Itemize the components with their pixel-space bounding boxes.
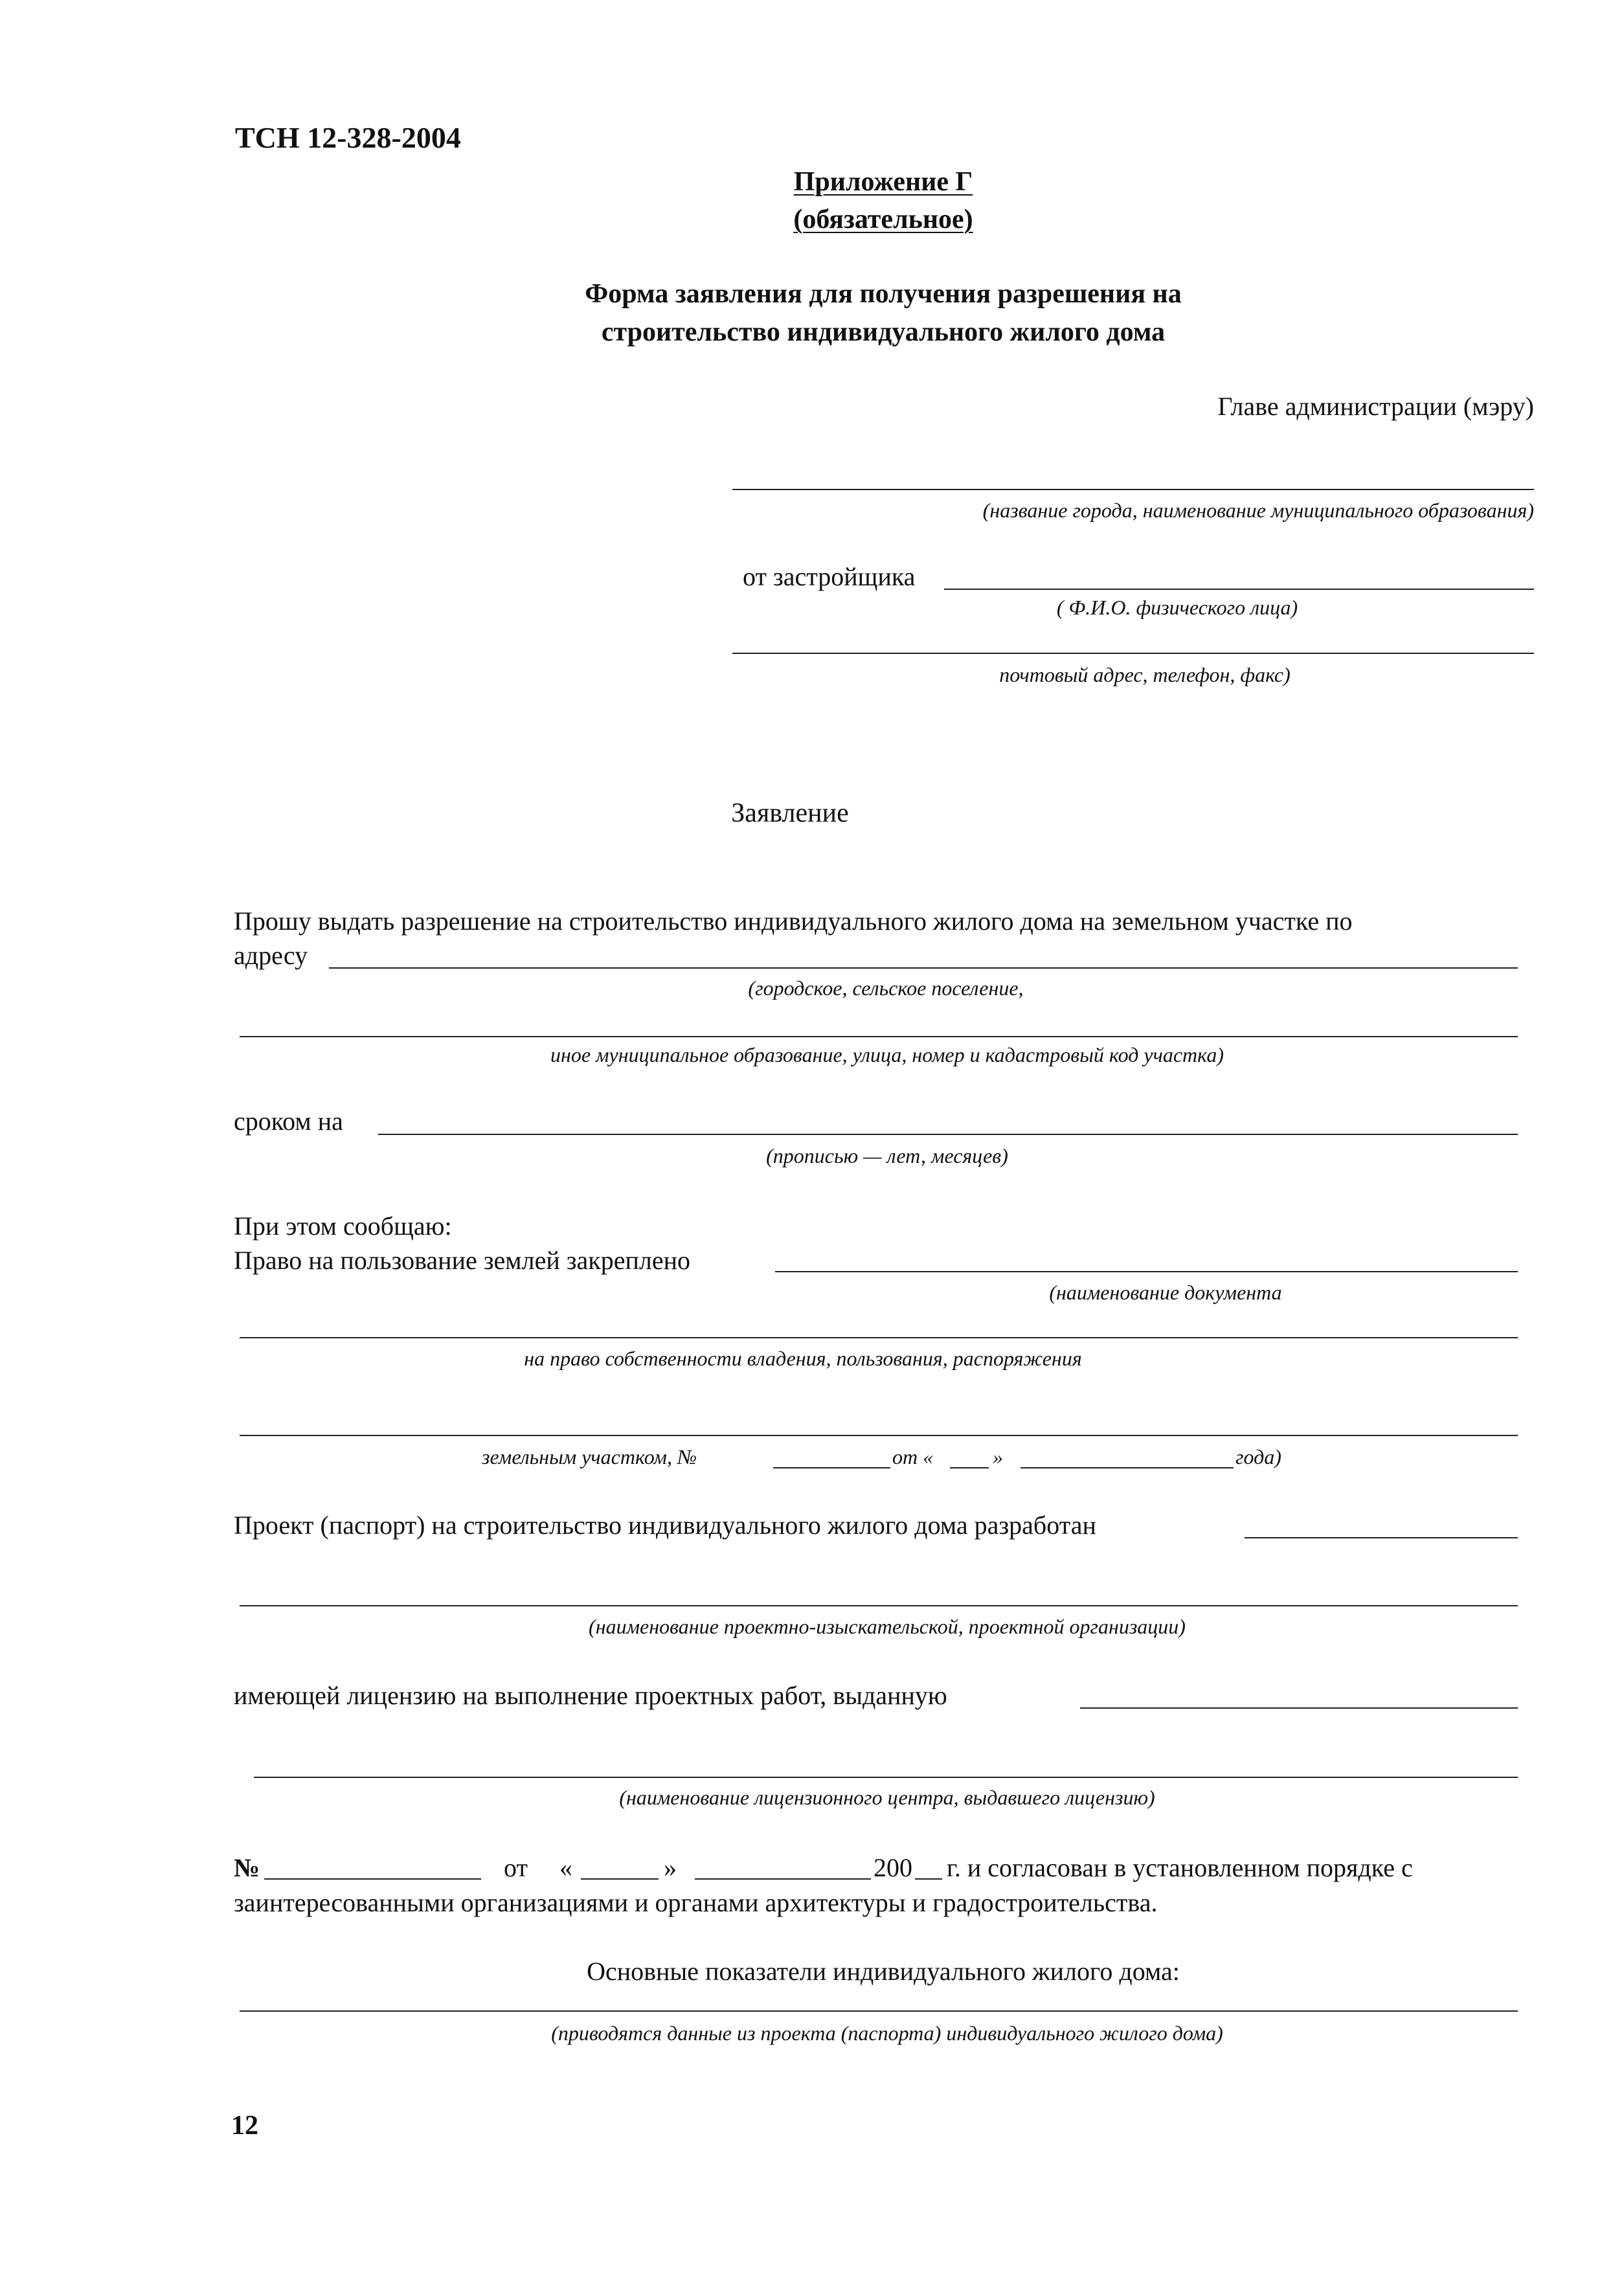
indicators-heading: Основные показатели индивидуального жилого дома: bbox=[587, 1957, 1180, 1986]
license-number-field[interactable] bbox=[264, 1878, 481, 1880]
land-plot-caption-c: » bbox=[993, 1445, 1003, 1468]
license-month-field[interactable] bbox=[695, 1878, 871, 1880]
address-line-2[interactable] bbox=[240, 1036, 1518, 1037]
person-caption: ( Ф.И.О. физического лица) bbox=[1056, 596, 1298, 619]
land-plot-day-field[interactable] bbox=[950, 1467, 989, 1468]
land-plot-number-field[interactable] bbox=[773, 1467, 890, 1468]
addressee-to: Главе администрации (мэру) bbox=[1217, 392, 1534, 421]
land-right-line-2[interactable] bbox=[240, 1337, 1518, 1338]
contacts-line[interactable] bbox=[732, 653, 1534, 654]
land-right-line[interactable] bbox=[775, 1271, 1518, 1272]
project-label: Проект (паспорт) на строительство индивидуального жилого дома разработан bbox=[234, 1511, 1096, 1540]
land-plot-caption-a: земельным участком, № bbox=[482, 1445, 697, 1468]
term-label: сроком на bbox=[234, 1107, 343, 1136]
city-line[interactable] bbox=[732, 489, 1534, 490]
address-line-1[interactable] bbox=[329, 967, 1518, 969]
appendix-title: Приложение Г bbox=[793, 167, 973, 197]
quote-open: « bbox=[559, 1853, 572, 1882]
land-right-caption: на право собственности владения, пользования, распоряжения bbox=[524, 1347, 1082, 1370]
form-title-line1: Форма заявления для получения разрешения на bbox=[585, 279, 1182, 309]
license-center-line[interactable] bbox=[254, 1777, 1518, 1778]
document-code: ТСН 12-328-2004 bbox=[235, 121, 461, 154]
statement-heading: Заявление bbox=[731, 798, 849, 828]
project-line[interactable] bbox=[1245, 1537, 1518, 1538]
land-plot-line[interactable] bbox=[240, 1435, 1518, 1436]
developer-name-line[interactable] bbox=[944, 589, 1534, 590]
year-prefix: 200 bbox=[874, 1853, 912, 1882]
license-year-field[interactable] bbox=[915, 1878, 942, 1880]
contacts-caption: почтовый адрес, телефон, факс) bbox=[999, 663, 1291, 686]
land-plot-caption-d: года) bbox=[1235, 1445, 1281, 1468]
license-label: имеющей лицензию на выполнение проектных работ, выданную bbox=[234, 1681, 947, 1710]
term-caption: (прописью — лет, месяцев) bbox=[766, 1144, 1008, 1167]
agreed-line2: заинтересованными организациями и органами архитектуры и градостроительства. bbox=[234, 1888, 1158, 1917]
project-org-caption: (наименование проектно-изыскательской, проектной организации) bbox=[589, 1615, 1186, 1638]
land-doc-caption: (наименование документа bbox=[1049, 1281, 1282, 1304]
license-line[interactable] bbox=[1080, 1707, 1518, 1709]
land-plot-caption-b: от « bbox=[892, 1445, 934, 1468]
indicators-caption: (приводятся данные из проекта (паспорта) индивидуального жилого дома) bbox=[551, 2021, 1223, 2045]
indicators-line[interactable] bbox=[240, 2010, 1518, 2012]
land-plot-month-field[interactable] bbox=[1021, 1467, 1234, 1468]
request-text-line1: Прошу выдать разрешение на строительство индивидуального жилого дома на земельном участке по bbox=[234, 906, 1353, 936]
from-developer-label: от застройщика bbox=[743, 562, 916, 591]
quote-close: » bbox=[664, 1853, 677, 1882]
number-sign: № bbox=[234, 1853, 260, 1882]
address-caption-1: (городское, сельское поселение, bbox=[748, 976, 1024, 1000]
license-day-field[interactable] bbox=[581, 1878, 659, 1880]
appendix-status: (обязательное) bbox=[793, 205, 973, 234]
page-number: 12 bbox=[231, 2111, 258, 2141]
land-right-label: Право на пользование землей закреплено bbox=[234, 1246, 690, 1275]
agreed-text: г. и согласован в установленном порядке с bbox=[947, 1853, 1413, 1882]
request-address-label: адресу bbox=[234, 941, 308, 970]
form-title-line2: строительство индивидуального жилого дома bbox=[601, 317, 1166, 347]
from-word: от bbox=[504, 1853, 528, 1882]
address-caption-2: иное муниципальное образование, улица, номер и кадастровый код участка) bbox=[550, 1043, 1224, 1066]
inform-text: При этом сообщаю: bbox=[234, 1211, 452, 1241]
license-center-caption: (наименование лицензионного центра, выдавшего лицензию) bbox=[619, 1786, 1155, 1809]
project-org-line[interactable] bbox=[240, 1605, 1518, 1606]
term-line[interactable] bbox=[378, 1134, 1518, 1135]
city-caption: (название города, наименование муниципального образования) bbox=[982, 499, 1534, 522]
